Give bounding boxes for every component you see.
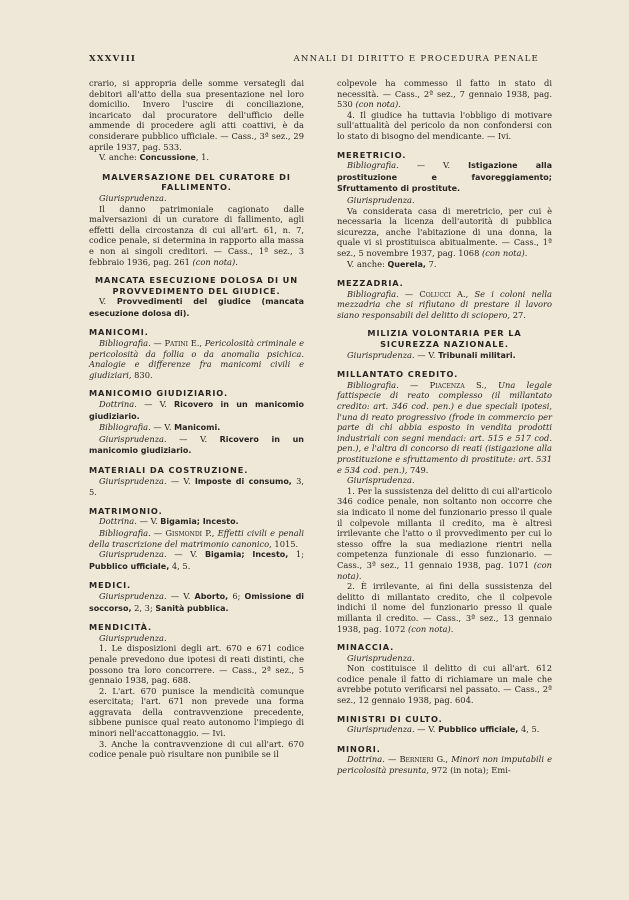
cross-reference: Giurisprudenza. — V. Tribunali militari. [347, 349, 516, 360]
entry-heading: MILLANTATO CREDITO. [337, 369, 459, 380]
entry-heading: MINORI. [337, 743, 381, 754]
left-column [89, 78, 304, 760]
entry-heading: MINACCIA. [337, 642, 395, 653]
paragraph: 3. Anche la contravvenzione di cui all'art. 670 codice penale può risultare non punibile se il [89, 738, 304, 760]
paragraph: 2. È irrilevante, ai fini della sussistenza del delitto di millantato credito, che il colpevole indichi il nome del funzionario presso il quale millanta il credito. — Cass., 3ª sez., 13 gennaio 1938, pag. 1072 (con nota). [337, 581, 552, 634]
entry-heading: MENDICITÀ. [89, 622, 153, 633]
bibliography-entry: Bibliografia. — Gismondi P., Effetti civili e penali della trascrizione del matrimonio canonico, 1015. [89, 527, 305, 549]
cross-reference: Giurisprudenza. — V. Bigamia; Incesto, 1; Pubblico ufficiale, 4, 5. [89, 549, 304, 571]
see-also: V. anche: Querela, 7. [347, 258, 437, 269]
entry-heading: MANCATA ESECUZIONE DOLOSA DI UN PROVVEDIMENTO DEL GIUDICE. [95, 275, 298, 296]
entry-heading: MEDICI. [89, 580, 132, 591]
bibliography-entry: Bibliografia. — Colucci A., Se i coloni nella mezzadria che si rifiutano di prestare il lavoro siano responsabili del delitto di sciopero, 27. [337, 288, 553, 320]
subheading: Giurisprudenza. [347, 194, 415, 205]
running-header [89, 54, 539, 68]
entry-heading: MEZZADRIA. [337, 278, 404, 289]
right-column [337, 78, 552, 776]
bibliography-entry: Dottrina. — Bernieri G., Minori non imputabili e pericolosità presunta, 972 (in nota); Emi- [337, 754, 553, 776]
subheading: Giurisprudenza. [99, 632, 167, 643]
paragraph: Il danno patrimoniale cagionato dalle malversazioni di un curatore di fallimento, agli effetti della circostanza di cui all'art. 61, n. 7, codice penale, si determina in rapporto alla massa e non ai singoli creditori. — Cass., 1ª sez., 3 febbraio 1936, pag. 261 (con nota). [89, 203, 304, 267]
subheading: Giurisprudenza. [99, 192, 167, 203]
cross-reference: Dottrina. — V. Bigamia; Incesto. [99, 516, 239, 527]
cross-reference: Giurisprudenza. — V. Ricovero in un manicomio giudiziario. [89, 433, 304, 456]
see-also: V. Provvedimenti del giudice (mancata esecuzione dolosa di). [89, 296, 305, 318]
bibliography-entry: Bibliografia. — Patini E., Pericolosità criminale e pericolosità da follia o da anomalia psichica. Analogie e differenze fra manicomi civili e giudiziari, 830. [89, 338, 304, 380]
paragraph: 2. L'art. 670 punisce la mendicità comunque esercitata; l'art. 671 non prevede una forma aggravata della contravvenzione precedente, sibbene punisce qual reato autonomo l'impiego di minori nell'accattonaggio. — Ivi. [89, 685, 304, 739]
paragraph: 4. Il giudice ha tuttavia l'obbligo di motivare sull'attualità del pericolo da non confondersi con lo stato di bisogno del mendicante. — Ivi. [337, 109, 552, 141]
entry-heading: MALVERSAZIONE DEL CURATORE DI FALLIMENTO. [102, 171, 291, 193]
paragraph: Va considerata casa di meretricio, per cui è necessaria la licenza dell'autorità di pubblica sicurezza, anche l'abitazione di una donna, la quale vi si prostituisca abitualmente. — Cass., 1ª sez., 5 novembre 1937, pag. 1068 (con nota). [337, 205, 552, 258]
cross-reference: Bibliografia. — V. Manicomi. [99, 422, 221, 433]
paragraph: Non costituisce il delitto di cui all'art. 612 codice penale il fatto di richiamare un male che avrebbe potuto verificarsi nel passato. — Cass., 2ª sez., 12 gennaio 1938, pag. 604. [337, 663, 552, 706]
cross-reference: Giurisprudenza. — V. Imposte di consumo, 3, 5. [89, 475, 305, 498]
cross-reference: Dottrina. — V. Ricovero in un manicomio giudiziario. [89, 399, 305, 421]
entry-heading: MANICOMI. [89, 327, 149, 338]
see-also: V. anche: Concussione, 1. [99, 152, 210, 163]
cross-reference: Giurisprudenza. — V. Pubblico ufficiale, 4, 5. [347, 724, 540, 735]
running-title: ANNALI DI DIRITTO E PROCEDURA PENALE [293, 54, 539, 64]
page-number: XXXVIII [89, 54, 137, 64]
bibliography-entry: Bibliografia. — Piacenza S., Una legale fattispecie di reato complesso (il millantato credito: art. 346 cod. pen.) e due speciali ipotesi, l'una di reato progressivo (frode in commercio per parte di chi abbia esposto in vendita prodotti industriali con segni mendaci: art. 515 e 517 cod. pen.), e l'altra di concorso di reati (istigazione alla prostituzione e sfruttamento di prostitute: art. 531 e 534 cod. pen.), 749. [337, 379, 552, 475]
entry-heading: MERETRICIO. [337, 149, 407, 160]
subheading: Giurisprudenza. [347, 652, 415, 663]
entry-heading: MATRIMONIO. [89, 505, 163, 516]
entry-heading: MANICOMIO GIUDIZIARIO. [89, 388, 228, 399]
paragraph: colpevole ha commesso il fatto in stato di necessità. — Cass., 2ª sez., 7 gennaio 1938, pag. 530 (con nota). [337, 78, 552, 110]
cross-reference: Bibliografia. — V. Istigazione alla prostituzione e favoreggiamento; Sfruttamento di prostitute. [337, 160, 552, 194]
cross-reference: Giurisprudenza. — V. Aborto, 6; Omissione di soccorso, 2, 3; Sanità pubblica. [89, 590, 305, 613]
entry-heading: MILIZIA VOLONTARIA PER LA SICUREZZA NAZIONALE. [367, 328, 522, 350]
entry-heading: MATERIALI DA COSTRUZIONE. [89, 465, 249, 475]
paragraph: 1. Per la sussistenza del delitto di cui all'articolo 346 codice penale, non soltanto non occorre che sia indicato il nome del funzionario presso il quale il colpevole millanta il credito, ma è altresì irrilevante che l'atto o il provvedimento per cui lo stesso offre la sua mediazione rientri nella competenza funzionale di esso funzionario. — Cass., 3ª sez., 11 gennaio 1938, pag. 1071 (con nota). [337, 485, 553, 581]
entry-heading: MINISTRI DI CULTO. [337, 713, 443, 724]
paragraph: crario, si appropria delle somme versategli dai debitori all'atto della sua presentazione nel loro domicilio. Invero l'uscire di conciliazione, incaricato dal procuratore dell'ufficio delle ammende di procedere agli atti coattivi, è da considerare pubblico ufficiale. — Cass., 3ª sez., 29 aprile 1937, pag. 533. [89, 78, 304, 152]
subheading: Giurisprudenza. [347, 475, 415, 486]
paragraph: 1. Le disposizioni degli art. 670 e 671 codice penale prevedono due ipotesi di reati distinti, che possono tra loro concorrere. — Cass., 2ª sez., 5 gennaio 1938, pag. 688. [89, 643, 304, 686]
